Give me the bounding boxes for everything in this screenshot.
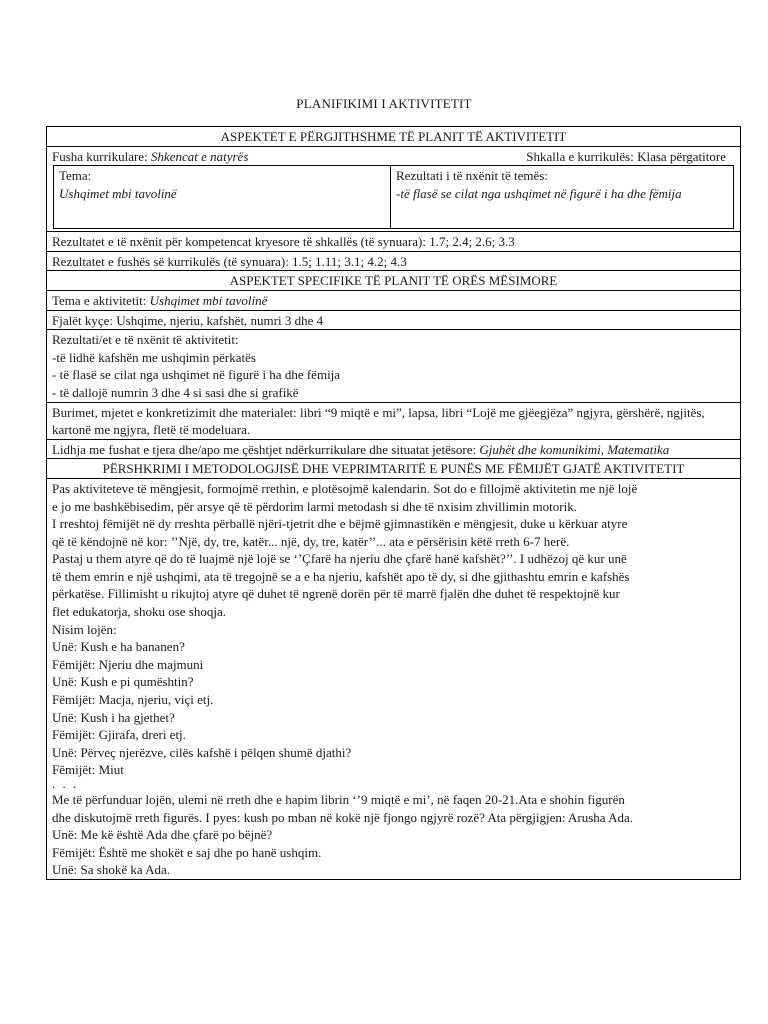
curriculum-level-label: Shkalla e kurrikulës: bbox=[526, 148, 634, 164]
methodology-line: Fëmijët: Njeriu dhe majmuni bbox=[52, 656, 204, 672]
activity-plan-table bbox=[46, 126, 741, 880]
methodology-line: Unë: Përveç njerëzve, cilës kafshë i pëlqen shumë djathi? bbox=[52, 744, 352, 760]
topic-cell bbox=[54, 166, 391, 228]
methodology-line: Fëmijët: Miut bbox=[52, 762, 124, 778]
general-aspects-header: ASPEKTET E PËRGJITHSHME TË PLANIT TË AKTIVITETIT bbox=[220, 129, 567, 144]
methodology-line: të them emrin e një ushqimi, ata të tregojnë se a e ha njeriu, kafshët apo të dy, si dhe gjithashtu emrin e kafshës bbox=[52, 568, 630, 584]
curriculum-field-label: Fusha kurrikulare: bbox=[52, 148, 148, 164]
cross-curricular-label: Lidhja me fushat e tjera dhe/apo me çështjet ndërkurrikulare dhe situatat jetësore: bbox=[52, 441, 477, 457]
topic-label: Tema: bbox=[59, 168, 92, 184]
topic-value: Ushqimet mbi tavolinë bbox=[59, 185, 177, 201]
methodology-line: Unë: Kush i ha gjethet? bbox=[52, 709, 175, 725]
key-competences-results: Rezultatet e të nxënit për kompetencat kryesore të shkallës (të synuara): 1.7; 2.4; 2.6; 3.3 bbox=[47, 231, 740, 251]
closing-line: Me të përfunduar lojën, ulemi në rreth dhe e hapim librin ‘’9 miqtë e mi’, në faqen 20-21.Ata e shohin figurën bbox=[52, 792, 625, 807]
activity-results-row bbox=[47, 329, 740, 401]
methodology-line: flet edukatorja, shoku ose shoqja. bbox=[52, 604, 227, 620]
methodology-line: përkatëse. Fillimisht u rikujtoj atyre që duhet të ngrenë dorën për të marrë fjalën dhe duhet të respektojnë kur bbox=[52, 586, 620, 602]
methodology-line: Nisim lojën: bbox=[52, 621, 117, 637]
methodology-line: Fëmijët: Gjirafa, dreri etj. bbox=[52, 727, 186, 743]
topic-box bbox=[53, 165, 734, 229]
closing-line: dhe diskutojmë rreth figurës. I pyes: kush po mban në kokë një fjongo ngjyrë rozë? Ata përgjigjen: Arusha Ada. bbox=[52, 809, 634, 825]
methodology-line: e jo me bashkëbisedim, për arsye që të përdorim larmi metodash si dhe të nxisim zhvillimin motorik. bbox=[52, 498, 577, 514]
topic-result-value: -të flasë se cilat nga ushqimet në figurë i ha dhe fëmija bbox=[396, 185, 682, 201]
cross-curricular-value: Gjuhët dhe komunikimi, Matematika bbox=[479, 441, 670, 457]
activity-topic-row bbox=[47, 290, 740, 310]
keywords-row: Fjalët kyçe: Ushqime, njeriu, kafshët, numri 3 dhe 4 bbox=[47, 310, 740, 330]
closing-line: Unë: Sa shokë ka Ada. bbox=[52, 862, 171, 878]
topic-result-cell bbox=[391, 166, 733, 228]
page-title: PLANIFIKIMI I AKTIVITETIT bbox=[296, 96, 472, 111]
ellipsis: . . . bbox=[52, 776, 79, 791]
activity-result-item: -të lidhë kafshën me ushqimin përkatës bbox=[52, 349, 256, 365]
curriculum-field bbox=[52, 148, 248, 166]
activity-results-label: Rezultati/et e të nxënit të aktivitetit: bbox=[52, 332, 239, 348]
methodology-line: Pastaj u them atyre që do të luajmë një lojë se ‘’Çfarë ha njeriu dhe çfarë hanë kafshët?’’. I udhëzoj që kur unë bbox=[52, 551, 627, 567]
methodology-line: Unë: Kush e ha bananen? bbox=[52, 639, 185, 655]
methodology-line: Fëmijët: Macja, njeriu, viçi etj. bbox=[52, 692, 214, 708]
curriculum-field-results: Rezultatet e fushës së kurrikulës (të synuara): 1.5; 1.11; 3.1; 4.2; 4.3 bbox=[47, 251, 740, 271]
closing-line: Unë: Me kë është Ada dhe çfarë po bëjnë? bbox=[52, 827, 273, 843]
methodology-line: I rreshtoj fëmijët në dy rreshta përballë njëri-tjetrit dhe e bëjmë gjimnastikën e mëngjesit, duke u kërkuar atyre bbox=[52, 516, 628, 532]
curriculum-level bbox=[526, 148, 726, 166]
curriculum-field-value: Shkencat e natyrës bbox=[150, 148, 249, 164]
activity-result-item: - të flasë se cilat nga ushqimet në figurë i ha dhe fëmija bbox=[52, 367, 341, 383]
specific-aspects-header: ASPEKTET SPECIFIKE TË PLANIT TË ORËS MËSIMORE bbox=[47, 270, 740, 290]
activity-topic-value: Ushqimet mbi tavolinë bbox=[149, 292, 268, 308]
closing-line: Fëmijët: Është me shokët e saj dhe po hanë ushqim. bbox=[52, 844, 322, 860]
methodology-line: që të këndojnë në kor: ’’Një, dy, tre, katër... një, dy, tre, katër’’... ata e përsërisin këtë rreth 6-7 herë. bbox=[52, 533, 570, 549]
topic-result-label: Rezultati i të nxënit të temës: bbox=[396, 168, 548, 184]
methodology-header: PËRSHKRIMI I METODOLOGJISË DHE VEPRIMTARITË E PUNËS ME FËMIJËT GJATË AKTIVITETIT bbox=[47, 458, 740, 478]
curriculum-level-value: Klasa përgatitore bbox=[637, 148, 726, 164]
activity-result-item: - të dallojë numrin 3 dhe 4 si sasi dhe si grafikë bbox=[52, 384, 299, 400]
resources-row: Burimet, mjetet e konkretizimit dhe materialet: libri “9 miqtë e mi”, lapsa, libri “Lojë me gjëegjëza” ngjyra, gërshërë, ngjitës, kartonë me ngjyra, fletë të modeluara. bbox=[47, 402, 740, 439]
methodology-body bbox=[47, 478, 740, 879]
cross-curricular-row bbox=[47, 439, 740, 459]
methodology-line: Unë: Kush e pi qumështin? bbox=[52, 674, 194, 690]
curriculum-row bbox=[47, 146, 740, 166]
methodology-line: Pas aktiviteteve të mëngjesit, formojmë rrethin, e plotësojmë kalendarin. Sot do e fillojmë aktivitetin me një lojë bbox=[52, 480, 638, 496]
activity-topic-label: Tema e aktivitetit: bbox=[52, 292, 147, 308]
